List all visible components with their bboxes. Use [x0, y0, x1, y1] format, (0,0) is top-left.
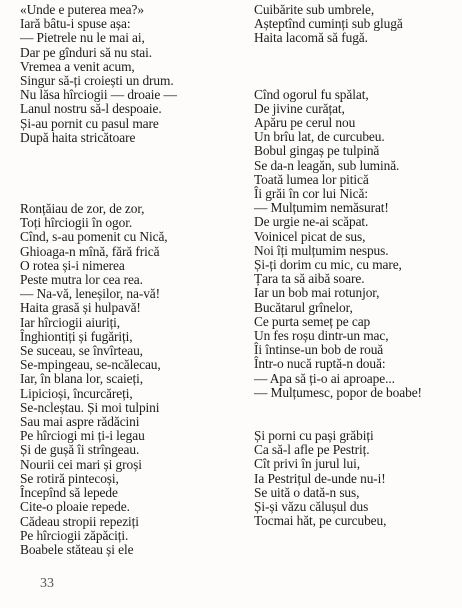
poem-line: Peste mutra lor cea rea. [20, 272, 143, 288]
poem-line: Lipicioși, încurcăreți, [20, 385, 133, 401]
poem-line: Apăru pe cerul nou [254, 115, 356, 131]
poem-line: Începînd să lepede [20, 485, 118, 501]
poem-line: Lanul nostru să-l despoaie. [20, 101, 162, 117]
stanza-gap [254, 400, 460, 429]
poem-line: Iară bâtu-i spuse așa: [20, 16, 131, 32]
poem-line: — Mulțumesc, popor de boabe! [254, 384, 422, 400]
poem-line: Voinicel picat de sus, [254, 228, 366, 244]
poem-line: Așteptînd cuminți sub glugă [254, 16, 403, 32]
page-number: 33 [40, 576, 54, 591]
poem-line: Îi întinse-un bob de rouă [254, 342, 384, 358]
poem-line: Și-au pornit cu pasul mare [20, 115, 159, 131]
poem-line: Și-și văzu călușul dus [254, 499, 369, 515]
stanza [20, 202, 242, 557]
poem-line: Dar pe gînduri să nu stai. [20, 44, 153, 60]
poem-line: Se da-n leagăn, sub lumină. [254, 157, 400, 173]
stanza [254, 429, 460, 528]
poem-line: Ghioaga-n mînă, fără frică [20, 243, 160, 259]
poem-line: Nu lăsa hîrciogii — droaie — [20, 87, 177, 103]
stanza [254, 88, 460, 400]
poem-line: Înghiontiți și fugăriți, [20, 328, 133, 344]
poem-line: Cînd ogorul fu spălat, [254, 86, 369, 102]
poem-line: După haita stricătoare [20, 129, 136, 145]
poem-line: Cînd, s-au pomenit cu Nică, [20, 229, 168, 245]
poem-line: O rotea și-i nimerea [20, 257, 125, 273]
poem-line: Iar hîrciogii aiuriți, [20, 314, 121, 330]
stanza-gap [254, 46, 460, 88]
poem-line: Și porni cu pași grăbiți [254, 428, 374, 444]
poem-line: — Pietrele nu le mai ai, [20, 30, 145, 46]
poem-line: Bucătarul grînelor, [254, 299, 353, 315]
poem-line: — Na-vă, leneșilor, na-vă! [20, 286, 161, 302]
poem-line: Se rotiră pintecoși, [20, 470, 119, 486]
poem-line: Bobul gingaș pe tulpină [254, 143, 380, 159]
poem-line: Se-mpingeau, se-ncălecau, [20, 357, 161, 373]
poem-line: Țara ta să aibă soare. [254, 271, 365, 287]
poem-line: Un brîu lat, de curcubeu. [254, 129, 385, 145]
poem-line: Ronțăiau de zor, de zor, [20, 201, 145, 217]
poem-line: Se suceau, se învîrteau, [20, 343, 143, 359]
poem-line: Cît privi în jurul lui, [254, 456, 360, 472]
poem-line: Ce purta semeț pe cap [254, 313, 371, 329]
poem-line: Vremea a venit acum, [20, 58, 135, 74]
poem-line: De urgie ne-ai scăpat. [254, 214, 369, 230]
poem-line: Și-ți dorim cu mic, cu mare, [254, 257, 402, 273]
poem-line: Ia Pestrițul de-unde nu-i! [254, 470, 386, 486]
poem-line: Cădeau stropii repeziți [20, 513, 139, 529]
poem-line: Ca să-l afle pe Pestriț. [254, 442, 370, 458]
poem-line: — Apa să ți-o ai aproape... [254, 370, 395, 386]
poem-line: Noi îți mulțumim nespus. [254, 242, 389, 258]
poem-line: Toată lumea lor pitică [254, 171, 369, 187]
poem-line: Cuibărite sub umbrele, [254, 2, 375, 17]
poem-line: Îi grăi în cor lui Nică: [254, 186, 368, 202]
poem-line: Tocmai hăt, pe curcubeu, [254, 513, 387, 529]
stanza [254, 3, 460, 46]
poem-line: Iar, în blana lor, scaieți, [20, 371, 144, 387]
poem-line: Într-o nucă ruptă-n două: [254, 356, 386, 372]
poem-line: — Mulțumim nemăsurat! [254, 200, 389, 216]
poem-line: «Unde e puterea mea?» [20, 2, 144, 17]
poem-line: Haita lacomă să fugă. [254, 30, 368, 46]
stanza [20, 3, 242, 145]
poem-line: Se uită o dată-n sus, [254, 484, 360, 500]
poem-line: Sau mai aspre rădăcini [20, 414, 140, 430]
poem-line: Toți hîrciogii în ogor. [20, 215, 133, 231]
poem-line: Se-ncleștau. Și moi tulpini [20, 399, 160, 415]
poem-line: De jivine curățat, [254, 100, 345, 116]
right-column [254, 3, 460, 529]
left-column [20, 3, 242, 557]
poem-line: Pe hîrciogi mi ți-i legau [20, 428, 145, 444]
poem-line: Cite-o ploaie repede. [20, 499, 130, 515]
poem-line: Boabele stăteau și ele [20, 541, 134, 557]
poem-line: Nourii cei mari și groși [20, 456, 142, 472]
stanza-gap [20, 145, 242, 202]
poem-line: Singur să-ți croiești un drum. [20, 73, 174, 89]
poem-line: Și de gușă îi strîngeau. [20, 442, 140, 458]
poem-line: Haita grasă și hulpavă! [20, 300, 141, 316]
poem-line: Pe hîrciogii zăpăciți. [20, 527, 129, 543]
poem-line: Iar un bob mai rotunjor, [254, 285, 380, 301]
poem-line: Un fes roșu dintr-un mac, [254, 328, 389, 344]
